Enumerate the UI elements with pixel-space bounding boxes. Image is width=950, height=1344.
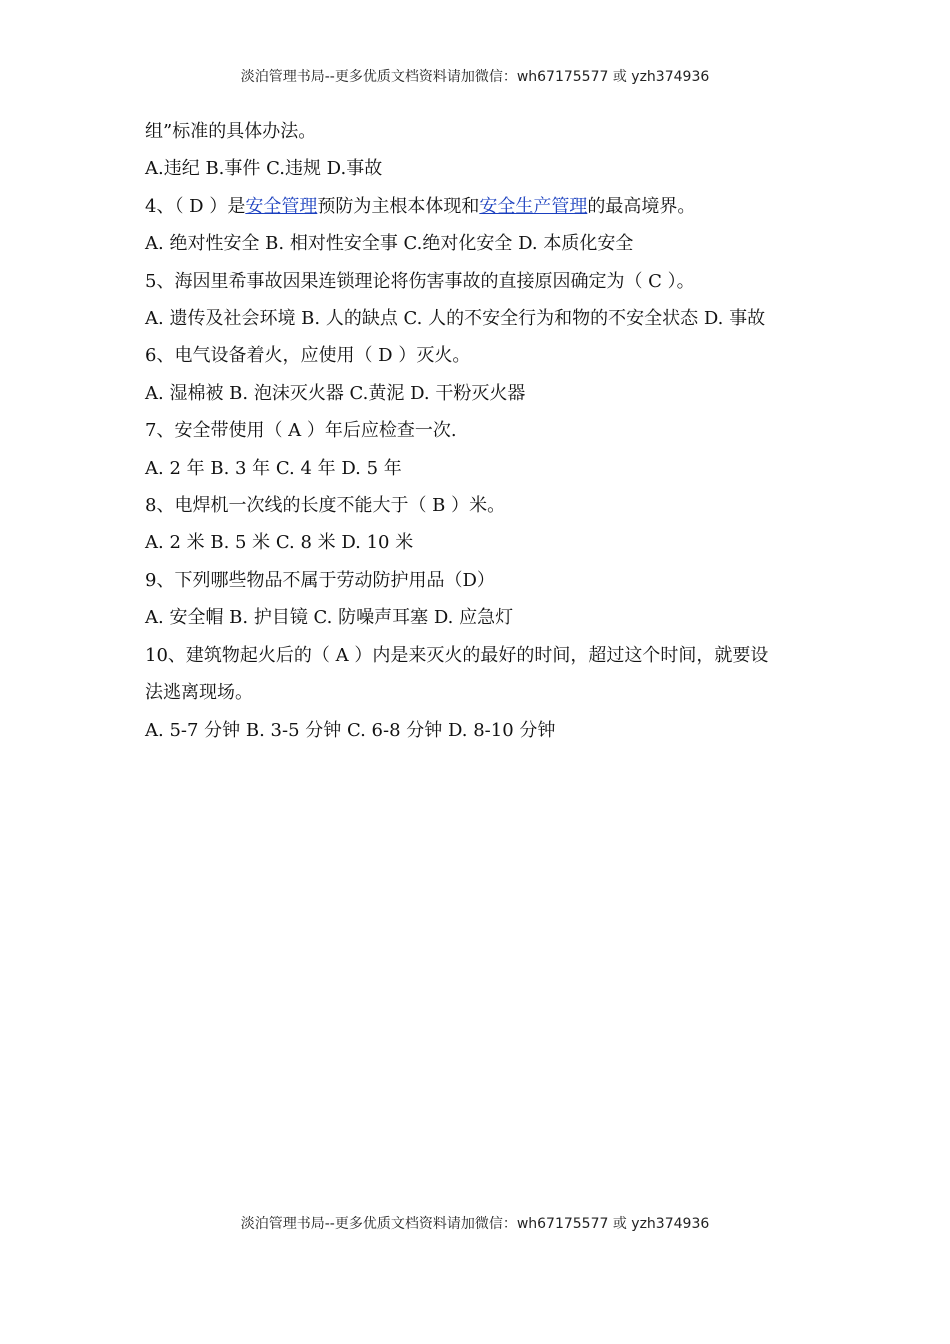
question-6: 6、电气设备着火，应使用（ D ）灭火。 (145, 345, 471, 367)
question-9-options: A. 安全帽 B. 护目镜 C. 防噪声耳塞 D. 应急灯 (145, 607, 514, 629)
link-safety-production-management[interactable]: 安全生产管理 (479, 195, 588, 217)
document-body (145, 113, 810, 749)
question-7: 7、安全带使用（ A ）年后应检查一次. (145, 420, 457, 442)
question-9: 9、下列哪些物品不属于劳动防护用品（D） (145, 569, 495, 591)
question-4-mid: 预防为主根本体现和 (317, 195, 480, 217)
page-footer: 淡泊管理书局--更多优质文档资料请加微信：wh67175577 或 yzh374936 (240, 1216, 710, 1232)
question-8-options: A. 2 米 B. 5 米 C. 8 米 D. 10 米 (145, 532, 414, 554)
text-line: 组”标准的具体办法。 (145, 121, 317, 142)
question-6-options: A. 湿棉被 B. 泡沫灭火器 C.黄泥 D. 干粉灭火器 (145, 382, 526, 404)
question-4-suffix: 的最高境界。 (587, 195, 696, 217)
question-10-line-1: 10、建筑物起火后的（ A ）内是来灭火的最好的时间，超过这个时间，就要设 (145, 644, 769, 666)
question-8: 8、电焊机一次线的长度不能大于（ B ）米。 (145, 495, 506, 517)
question-10-options: A. 5-7 分钟 B. 3-5 分钟 C. 6-8 分钟 D. 8-10 分钟 (145, 719, 556, 741)
question-5-options: A. 遗传及社会环境 B. 人的缺点 C. 人的不安全行为和物的不安全状态 D. 事故 (145, 308, 766, 330)
question-4-prefix: 4、（ D ）是 (145, 195, 246, 217)
question-4 (145, 188, 810, 225)
question-4-options: A. 绝对性安全 B. 相对性安全事 C.绝对化安全 D. 本质化安全 (145, 233, 634, 255)
link-safety-management[interactable]: 安全管理 (245, 195, 318, 217)
question-5: 5、海因里希事故因果连锁理论将伤害事故的直接原因确定为（ C ）。 (145, 270, 695, 292)
question-10-line-2: 法逃离现场。 (145, 682, 253, 704)
question-7-options: A. 2 年 B. 3 年 C. 4 年 D. 5 年 (145, 457, 402, 479)
options-line: A.违纪 B.事件 C.违规 D.事故 (145, 158, 383, 180)
page-header: 淡泊管理书局--更多优质文档资料请加微信：wh67175577 或 yzh374936 (240, 69, 710, 85)
